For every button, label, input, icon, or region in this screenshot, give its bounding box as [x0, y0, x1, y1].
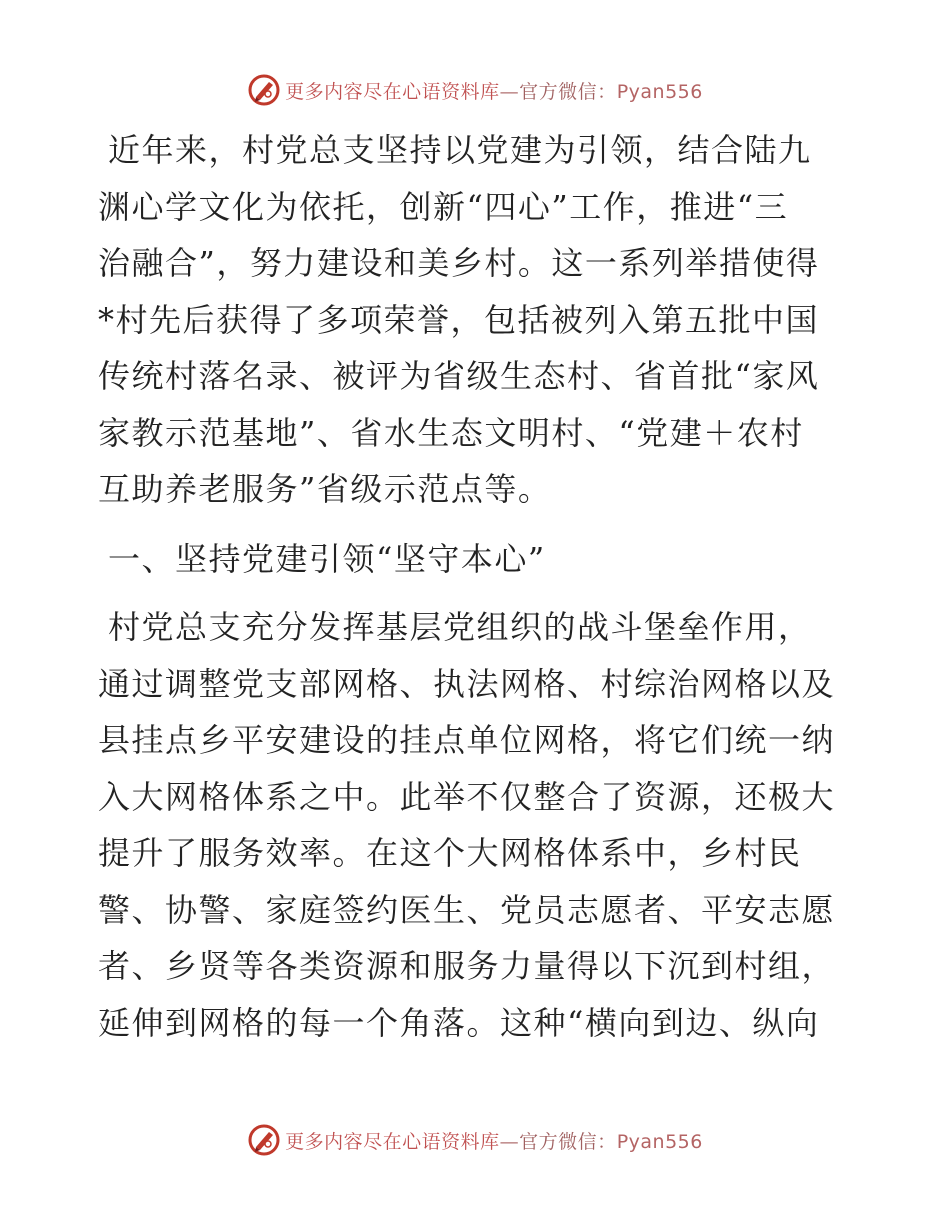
header-banner	[0, 70, 950, 110]
footer-wechat-label: 官方微信：	[519, 1130, 617, 1153]
text-line: 通过调整党支部网格、执法网格、村综治网格以及	[98, 664, 836, 703]
footer-separator: —	[499, 1130, 520, 1153]
text-line: 警、协警、家庭签约医生、党员志愿者、平安志愿	[98, 890, 836, 929]
text-line: 延伸到网格的每一个角落。这种“横向到边、纵向	[98, 1003, 820, 1042]
paragraph-section-one	[98, 599, 858, 1051]
text-line: 县挂点乡平安建设的挂点单位网格，将它们统一纳	[98, 721, 836, 759]
text-line: *村先后获得了多项荣誉，包括被列入第五批中国	[98, 300, 820, 339]
section-heading: 一、坚持党建引领“坚守本心”	[108, 539, 546, 578]
document-body	[98, 122, 858, 1051]
pen-book-logo-icon	[247, 73, 281, 107]
text-line: 者、乡贤等各类资源和服务力量得以下沉到村组，	[98, 947, 836, 985]
text-line: 渊心学文化为依托，创新“四心”工作，推进“三	[98, 187, 789, 226]
text-line: 村党总支充分发挥基层党组织的战斗堡垒作用，	[108, 608, 812, 646]
paragraph-intro	[98, 122, 858, 518]
footer-banner	[0, 1120, 950, 1160]
footer-banner-text	[285, 1127, 703, 1154]
text-line: 家教示范基地”、省水生态文明村、“党建＋农村	[98, 413, 804, 452]
header-wechat-label: 官方微信：	[519, 80, 617, 103]
text-line: 近年来，村党总支坚持以党建为引领，结合陆九	[108, 131, 812, 169]
header-wechat-id: Pyan556	[616, 80, 703, 103]
text-line: 互助养老服务”省级示范点等。	[98, 470, 552, 508]
text-line: 传统村落名录、被评为省级生态村、省首批“家风	[98, 357, 820, 395]
footer-wechat-id: Pyan556	[616, 1130, 703, 1153]
header-separator: —	[499, 80, 520, 103]
pen-book-logo-icon	[247, 1123, 281, 1157]
footer-brand: 更多内容尽在心语资料库	[285, 1130, 500, 1153]
text-line: 提升了服务效率。在这个大网格体系中，乡村民	[98, 834, 802, 872]
text-line: 入大网格体系之中。此举不仅整合了资源，还极大	[98, 777, 836, 816]
header-brand: 更多内容尽在心语资料库	[285, 80, 500, 103]
header-banner-text	[285, 77, 703, 104]
text-line: 治融合”，努力建设和美乡村。这一系列举措使得	[98, 244, 820, 282]
